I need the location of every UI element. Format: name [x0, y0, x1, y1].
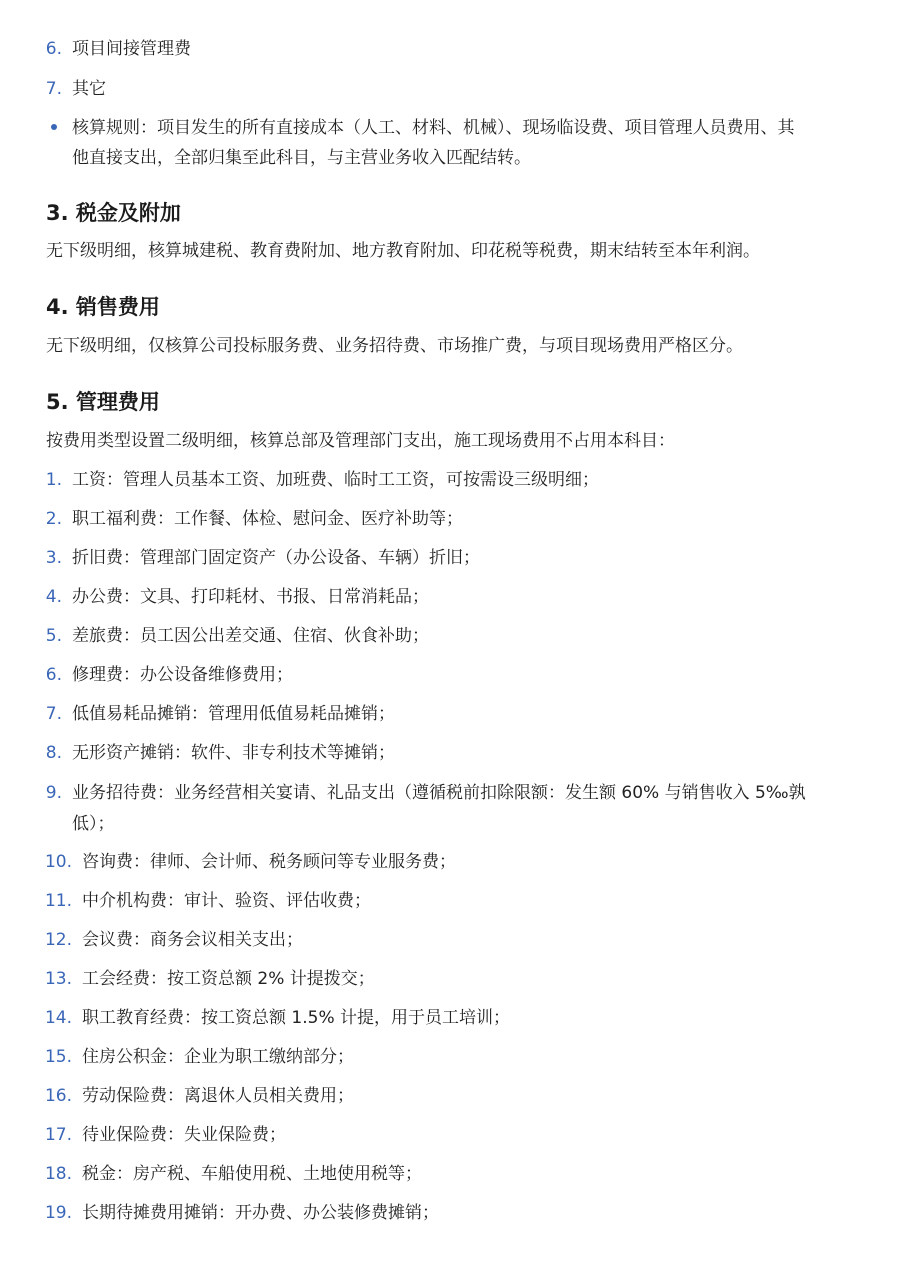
- list-item: 低值易耗品摊销：管理用低值易耗品摊销；: [72, 704, 395, 724]
- list-number: 14.: [44, 1008, 72, 1028]
- list-item: 工资：管理人员基本工资、加班费、临时工工资，可按需设三级明细；: [72, 470, 599, 490]
- list-item-continuation: 低）；: [72, 814, 115, 834]
- list-number: 6.: [45, 39, 62, 59]
- list-item: 税金：房产税、车船使用税、土地使用税等；: [82, 1164, 422, 1184]
- list-number: 19.: [44, 1203, 72, 1223]
- list-number: 18.: [44, 1164, 72, 1184]
- list-number: 15.: [44, 1047, 72, 1067]
- section-4-description: 无下级明细，仅核算公司投标服务费、业务招待费、市场推广费，与项目现场费用严格区分。: [46, 336, 743, 356]
- list-item: 中介机构费：审计、验资、评估收费；: [82, 891, 371, 911]
- bullet-icon: [51, 124, 57, 130]
- list-item: 工会经费：按工资总额 2% 计提拨交；: [82, 969, 375, 989]
- list-number: 11.: [44, 891, 72, 911]
- section-4-heading: 4. 销售费用: [46, 295, 160, 319]
- list-number: 2.: [45, 509, 62, 529]
- list-number: 4.: [45, 587, 62, 607]
- list-number: 12.: [44, 930, 72, 950]
- list-number: 17.: [44, 1125, 72, 1145]
- list-item: 折旧费：管理部门固定资产（办公设备、车辆）折旧；: [72, 548, 480, 568]
- list-item: 住房公积金：企业为职工缴纳部分；: [82, 1047, 354, 1067]
- list-item: 业务招待费：业务经营相关宴请、礼品支出（遵循税前扣除限额：发生额 60% 与销售收入 5‰孰: [72, 783, 806, 803]
- bullet-text-line2: 他直接支出，全部归集至此科目，与主营业务收入匹配结转。: [72, 148, 531, 168]
- list-item: 劳动保险费：离退休人员相关费用；: [82, 1086, 354, 1106]
- section-3-description: 无下级明细，核算城建税、教育费附加、地方教育附加、印花税等税费，期末结转至本年利润。: [46, 241, 760, 261]
- list-item: 长期待摊费用摊销：开办费、办公装修费摊销；: [82, 1203, 439, 1223]
- list-number: 10.: [44, 852, 72, 872]
- list-item: 其它: [72, 79, 106, 99]
- list-number: 6.: [45, 665, 62, 685]
- section-5-heading: 5. 管理费用: [46, 390, 160, 414]
- list-item: 会议费：商务会议相关支出；: [82, 930, 303, 950]
- section-5-description: 按费用类型设置二级明细，核算总部及管理部门支出，施工现场费用不占用本科目：: [46, 431, 675, 451]
- list-item: 职工教育经费：按工资总额 1.5% 计提，用于员工培训；: [82, 1008, 510, 1028]
- list-item: 无形资产摊销：软件、非专利技术等摊销；: [72, 743, 395, 763]
- list-number: 7.: [45, 79, 62, 99]
- list-number: 5.: [45, 626, 62, 646]
- list-item: 差旅费：员工因公出差交通、住宿、伙食补助；: [72, 626, 429, 646]
- list-item: 职工福利费：工作餐、体检、慰问金、医疗补助等；: [72, 509, 463, 529]
- section-3-heading: 3. 税金及附加: [46, 201, 181, 225]
- list-number: 8.: [45, 743, 62, 763]
- list-number: 16.: [44, 1086, 72, 1106]
- list-item: 项目间接管理费: [72, 39, 191, 59]
- list-item: 咨询费：律师、会计师、税务顾问等专业服务费；: [82, 852, 456, 872]
- list-number: 3.: [45, 548, 62, 568]
- list-item: 待业保险费：失业保险费；: [82, 1125, 286, 1145]
- list-number: 9.: [45, 783, 62, 803]
- bullet-text-line1: 核算规则：项目发生的所有直接成本（人工、材料、机械）、现场临设费、项目管理人员费用、其: [72, 118, 795, 138]
- list-item: 修理费：办公设备维修费用；: [72, 665, 293, 685]
- list-number: 13.: [44, 969, 72, 989]
- list-item: 办公费：文具、打印耗材、书报、日常消耗品；: [72, 587, 429, 607]
- list-number: 7.: [45, 704, 62, 724]
- list-number: 1.: [45, 470, 62, 490]
